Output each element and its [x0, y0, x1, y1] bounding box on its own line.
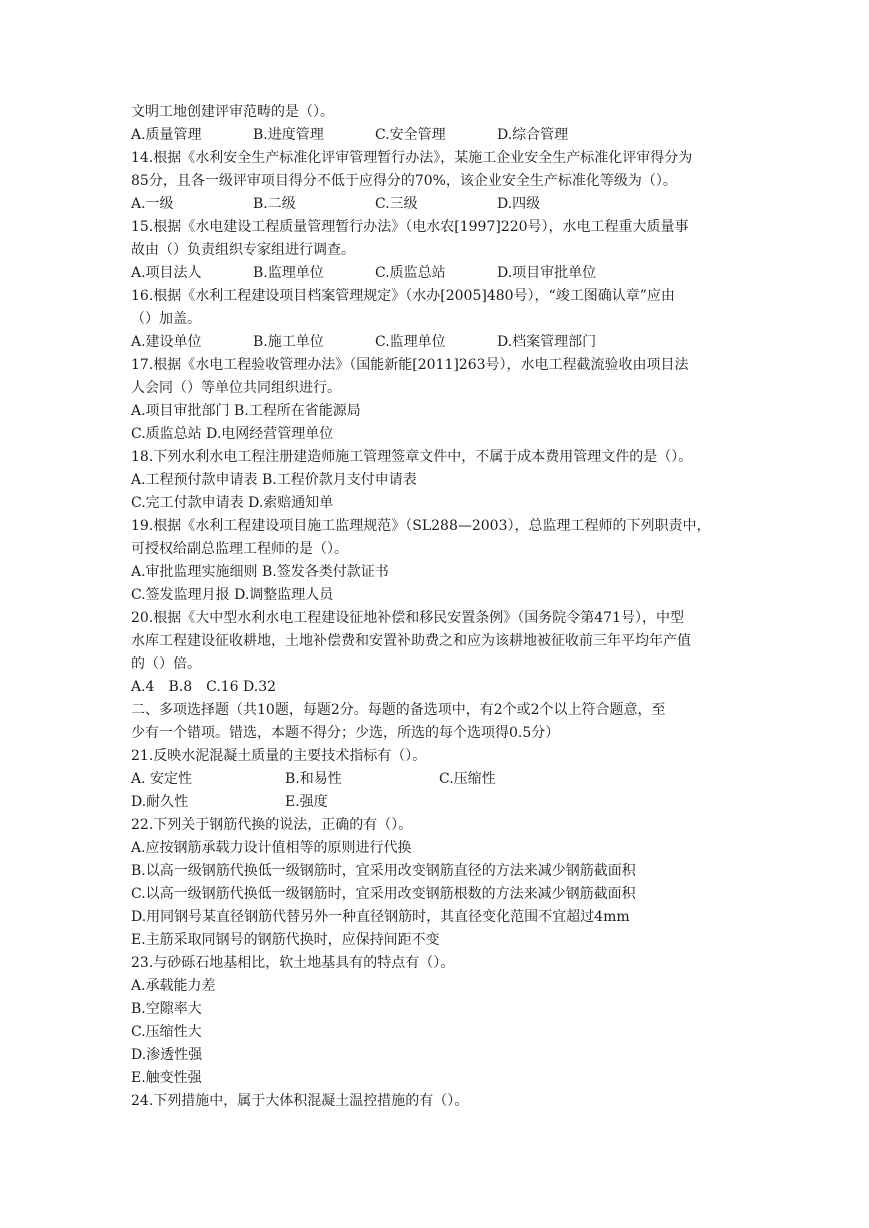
question-19-stem: 19.根据《水利工程建设项目施工监理规范》（SL288—2003），总监理工程师的下列职责中，: [131, 518, 711, 534]
exam-text: [131, 101, 743, 1113]
option-c: C.压缩性: [439, 771, 496, 787]
option-a: A.建设单位: [131, 334, 202, 350]
question-23-stem: 23.与砂砾石地基相比，软土地基具有的特点有（）。: [131, 955, 455, 971]
question-20-stem-end: 的（）倍。: [131, 656, 201, 672]
option-b: B.施工单位: [253, 334, 324, 350]
question-18-options-cd: C.完工付款申请表 D.索赔通知单: [131, 495, 334, 511]
question-19-options-cd: C.签发监理月报 D.调整监理人员: [131, 587, 334, 603]
question-20-options: A.4 B.8 C.16 D.32: [131, 679, 277, 695]
question-20-stem: 20.根据《大中型水利水电工程建设征地补偿和移民安置条例》（国务院令第471号），中型: [131, 610, 684, 626]
question-16-stem-cont: （）加盖。: [131, 311, 201, 327]
question-23-option-c: C.压缩性大: [131, 1024, 202, 1040]
question-18-stem: 18.下列水利水电工程注册建造师施工管理签章文件中，不属于成本费用管理文件的是（）。: [131, 449, 693, 465]
question-19-options-ab: A.审批监理实施细则 B.签发各类付款证书: [131, 564, 389, 580]
question-24-stem: 24.下列措施中，属于大体积混凝土温控措施的有（）。: [131, 1093, 469, 1109]
question-13-stem-tail: 文明工地创建评审范畴的是（）。: [131, 104, 334, 120]
question-21-options-row1: [131, 768, 743, 791]
section-2-heading: 二、多项选择题（共10题，每题2分。每题的备选项中，有2个或2个以上符合题意，至: [131, 702, 666, 718]
option-c: C.三级: [375, 196, 418, 212]
question-22-option-e: E.主筋采取同钢号的钢筋代换时，应保持间距不变: [131, 932, 440, 948]
option-a: A.质量管理: [131, 127, 202, 143]
option-b: B.监理单位: [253, 265, 324, 281]
question-20-stem-cont: 水库工程建设征收耕地，土地补偿费和安置补助费之和应为该耕地被征收前三年平均年产值: [131, 633, 691, 649]
question-22-option-c: C.以高一级钢筋代换低一级钢筋时，宜采用改变钢筋根数的方法来减少钢筋截面积: [131, 886, 636, 902]
question-15-stem: 15.根据《水电建设工程质量管理暂行办法》（电水农[1997]220号），水电工程重大质量事: [131, 219, 689, 235]
question-23-option-b: B.空隙率大: [131, 1001, 202, 1017]
question-22-option-b: B.以高一级钢筋代换低一级钢筋时，宜采用改变钢筋直径的方法来减少钢筋截面积: [131, 863, 636, 879]
question-23-option-e: E.触变性强: [131, 1070, 202, 1086]
question-19-stem-cont: 可授权给副总监理工程师的是（）。: [131, 541, 348, 557]
option-a: A. 安定性: [131, 771, 193, 787]
option-d: D.耐久性: [131, 794, 189, 810]
option-d: D.四级: [497, 196, 541, 212]
question-17-stem: 17.根据《水电工程验收管理办法》（国能新能[2011]263号），水电工程截流验收由项目法: [131, 357, 689, 373]
option-b: B.和易性: [285, 771, 342, 787]
option-d: D.综合管理: [497, 127, 569, 143]
question-14-stem: 14.根据《水利安全生产标准化评审管理暂行办法》，某施工企业安全生产标准化评审得分为: [131, 150, 693, 166]
question-18-options-ab: A.工程预付款申请表 B.工程价款月支付申请表: [131, 472, 417, 488]
question-22-option-d: D.用同钢号某直径钢筋代替另外一种直径钢筋时，其直径变化范围不宜超过4mm: [131, 909, 630, 925]
question-22-stem: 22.下列关于钢筋代换的说法，正确的有（）。: [131, 817, 413, 833]
option-c: C.质监总站: [375, 265, 446, 281]
question-17-options-ab: A.项目审批部门 B.工程所在省能源局: [131, 403, 361, 419]
option-d: D.项目审批单位: [497, 265, 597, 281]
question-15-options: [131, 262, 743, 285]
question-22-option-a: A.应按钢筋承载力设计值相等的原则进行代换: [131, 840, 412, 856]
question-23-option-a: A.承载能力差: [131, 978, 216, 994]
question-23-option-d: D.渗透性强: [131, 1047, 203, 1063]
question-16-stem: 16.根据《水利工程建设项目档案管理规定》（水办[2005]480号），“竣工图确认章”应由: [131, 288, 675, 304]
question-21-stem: 21.反映水泥混凝土质量的主要技术指标有（）。: [131, 748, 427, 764]
question-17-options-cd: C.质监总站 D.电网经营管理单位: [131, 426, 334, 442]
question-13-options: [131, 124, 743, 147]
option-d: D.档案管理部门: [497, 334, 597, 350]
question-15-stem-cont: 故由（）负责组织专家组进行调查。: [131, 242, 355, 258]
question-17-stem-cont: 人会同（）等单位共同组织进行。: [131, 380, 341, 396]
question-16-options: [131, 331, 743, 354]
option-e: E.强度: [285, 794, 328, 810]
option-a: A.项目法人: [131, 265, 202, 281]
section-2-heading-cont: 少有一个错项。错选，本题不得分；少选，所选的每个选项得0.5分）: [131, 725, 560, 741]
option-c: C.监理单位: [375, 334, 446, 350]
question-14-options: [131, 193, 743, 216]
question-21-options-row2: [131, 791, 743, 814]
question-14-stem-cont: 85分，且各一级评审项目得分不低于应得分的70%，该企业安全生产标准化等级为（）。: [131, 173, 677, 189]
option-b: B.进度管理: [253, 127, 324, 143]
option-c: C.安全管理: [375, 127, 446, 143]
option-b: B.二级: [253, 196, 296, 212]
option-a: A.一级: [131, 196, 174, 212]
